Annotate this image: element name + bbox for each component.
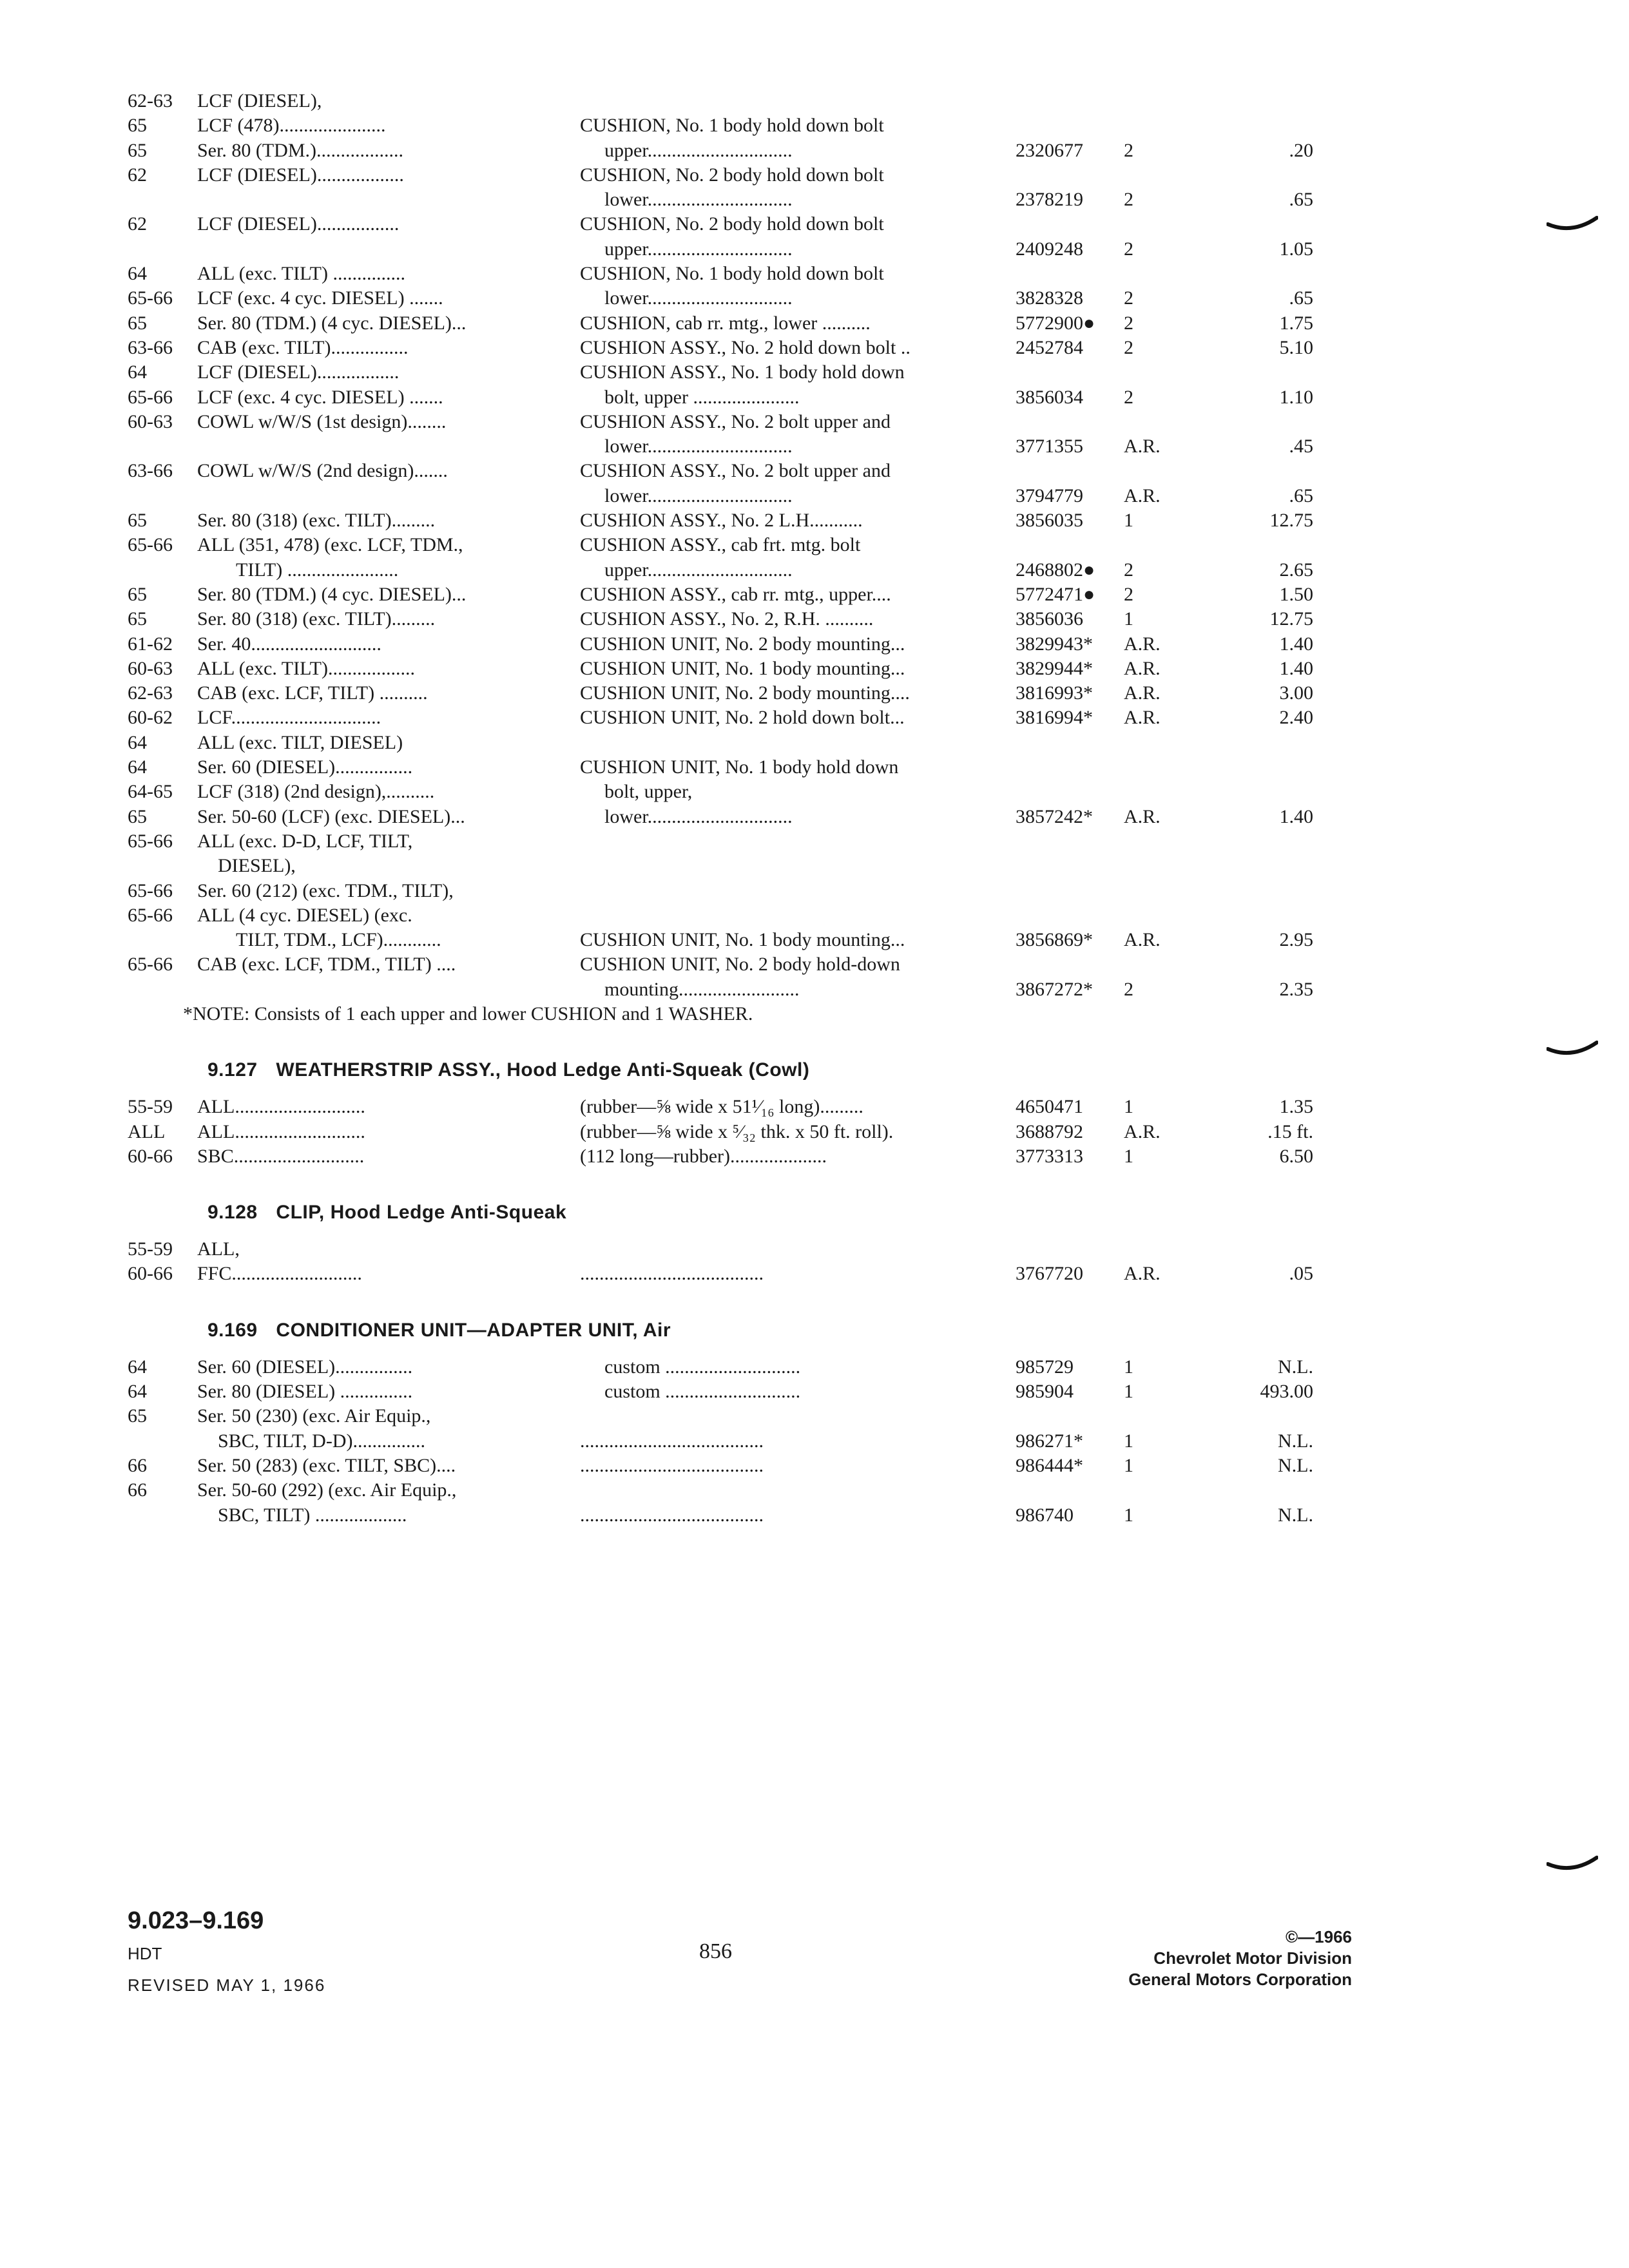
description-cell: CUSHION UNIT, No. 2 body hold-down <box>580 954 900 975</box>
model-cell: LCF (exc. 4 cyc. DIESEL) ....... <box>197 287 443 309</box>
table-row <box>128 780 1339 804</box>
description-cell: CUSHION UNIT, No. 2 body mounting... <box>580 633 905 655</box>
model-cell: ALL........................... <box>197 1120 365 1142</box>
table-row <box>128 212 1339 236</box>
quantity-cell: 1 <box>1124 1504 1133 1526</box>
quantity-cell: 2 <box>1124 312 1133 334</box>
model-cell: LCF............................... <box>197 707 381 729</box>
year-cell: 62 <box>128 164 147 186</box>
price-cell: N.L. <box>1278 1430 1313 1452</box>
quantity-cell: A.R. <box>1124 682 1161 704</box>
model-cell: COWL w/W/S (1st design)........ <box>197 410 447 432</box>
quantity-cell: 2 <box>1124 189 1133 211</box>
section-heading-9-127: 9.127 WEATHERSTRIP ASSY., Hood Ledge Anti-Squeak (Cowl) <box>207 1059 810 1081</box>
price-cell: 12.75 <box>1269 608 1313 630</box>
model-cell: LCF (DIESEL).................. <box>197 164 404 186</box>
model-cell: SBC, TILT) ................... <box>218 1504 407 1526</box>
year-cell: 61-62 <box>128 633 173 655</box>
description-cell: CUSHION UNIT, No. 1 body mounting... <box>580 929 905 951</box>
part-number-cell: 3829944* <box>1016 657 1093 679</box>
description-cell: CUSHION ASSY., No. 1 body hold down <box>580 361 905 383</box>
part-number-cell: 2452784 <box>1016 336 1083 358</box>
year-cell: 60-63 <box>128 657 173 679</box>
year-cell: 64 <box>128 756 147 778</box>
price-cell: 1.50 <box>1279 583 1313 605</box>
description-cell: upper.............................. <box>604 238 793 260</box>
description-cell: CUSHION, No. 2 body hold down bolt <box>580 164 884 186</box>
table-row <box>128 533 1339 557</box>
price-cell: 2.35 <box>1279 978 1313 1000</box>
part-number-cell: 3773313 <box>1016 1145 1083 1167</box>
year-cell: 63-66 <box>128 460 173 482</box>
year-cell: 64 <box>128 1356 147 1378</box>
table-row <box>128 879 1339 903</box>
table-row <box>128 977 1339 1002</box>
description-cell: CUSHION ASSY., No. 2 hold down bolt .. <box>580 336 911 358</box>
price-cell: .65 <box>1289 287 1313 309</box>
footer-corp: General Motors Corporation <box>1128 1970 1352 1989</box>
table-row <box>128 410 1339 434</box>
price-cell: 2.40 <box>1279 707 1313 729</box>
description-cell: CUSHION ASSY., cab frt. mtg. bolt <box>580 534 861 556</box>
description-cell: CUSHION UNIT, No. 1 body mounting... <box>580 657 905 679</box>
table-row <box>128 89 1339 113</box>
part-number-cell: 3688792 <box>1016 1120 1083 1142</box>
description-cell: CUSHION UNIT, No. 2 hold down bolt... <box>580 707 905 729</box>
description-cell: CUSHION, No. 1 body hold down bolt <box>580 115 884 137</box>
model-cell: CAB (exc. TILT)................ <box>197 336 409 358</box>
table-row <box>128 657 1339 681</box>
year-cell: 65-66 <box>128 879 173 901</box>
quantity-cell: A.R. <box>1124 485 1161 506</box>
price-cell: .65 <box>1289 189 1313 211</box>
description-cell: upper.............................. <box>604 559 793 581</box>
part-number-cell: 2409248 <box>1016 238 1083 260</box>
model-cell: Ser. 80 (TDM.).................. <box>197 139 403 161</box>
part-number-cell: 985729 <box>1016 1356 1074 1378</box>
year-cell: 65-66 <box>128 287 173 309</box>
page-number: 856 <box>699 1939 732 1963</box>
model-cell: Ser. 50-60 (292) (exc. Air Equip., <box>197 1479 457 1501</box>
footer-copyright: ©—1966 <box>1286 1927 1352 1946</box>
table-row <box>128 1404 1339 1428</box>
description-cell: bolt, upper, <box>604 781 693 803</box>
table-row <box>128 1237 1339 1262</box>
description-cell: CUSHION, cab rr. mtg., lower .......... <box>580 312 871 334</box>
model-cell: ALL (exc. TILT).................. <box>197 657 415 679</box>
model-cell: LCF (318) (2nd design),.......... <box>197 781 435 803</box>
model-cell: Ser. 60 (DIESEL)................ <box>197 756 413 778</box>
description-cell: ...................................... <box>580 1454 764 1476</box>
price-cell: 3.00 <box>1279 682 1313 704</box>
part-number-cell: 5772900● <box>1016 312 1095 334</box>
year-cell: 64-65 <box>128 781 173 803</box>
description-cell: CUSHION ASSY., No. 2 bolt upper and <box>580 460 891 482</box>
table-row <box>128 1478 1339 1503</box>
year-cell: 64 <box>128 1381 147 1403</box>
binder-mark-icon <box>1547 213 1598 238</box>
description-cell: CUSHION ASSY., No. 2 bolt upper and <box>580 410 891 432</box>
table-row <box>128 262 1339 286</box>
quantity-cell: A.R. <box>1124 657 1161 679</box>
year-cell: 65 <box>128 139 147 161</box>
model-cell: Ser. 40........................... <box>197 633 381 655</box>
table-row <box>128 459 1339 483</box>
part-number-cell: 986271* <box>1016 1430 1083 1452</box>
year-cell: 66 <box>128 1454 147 1476</box>
quantity-cell: 2 <box>1124 238 1133 260</box>
price-cell: 2.65 <box>1279 559 1313 581</box>
description-cell: custom ............................ <box>604 1381 801 1403</box>
quantity-cell: 1 <box>1124 1356 1133 1378</box>
quantity-cell: 1 <box>1124 1381 1133 1403</box>
price-cell: N.L. <box>1278 1356 1313 1378</box>
price-cell: 1.35 <box>1279 1096 1313 1118</box>
year-cell: 65-66 <box>128 534 173 556</box>
cushion-rows <box>128 89 1339 1002</box>
table-row <box>128 360 1339 385</box>
price-cell: 6.50 <box>1279 1145 1313 1167</box>
description-cell: custom ............................ <box>604 1356 801 1378</box>
table-row <box>128 139 1339 163</box>
part-number-cell: 3794779 <box>1016 485 1083 506</box>
table-row <box>128 187 1339 212</box>
part-number-cell: 3816994* <box>1016 707 1093 729</box>
table-row <box>128 1429 1339 1454</box>
model-cell: Ser. 60 (DIESEL)................ <box>197 1356 413 1378</box>
table-row <box>128 434 1339 459</box>
description-cell: lower.............................. <box>604 189 793 211</box>
price-cell: 1.40 <box>1279 633 1313 655</box>
table-row <box>128 311 1339 336</box>
table-row <box>128 805 1339 829</box>
quantity-cell: 1 <box>1124 608 1133 630</box>
description-cell: ...................................... <box>580 1504 764 1526</box>
year-cell: 65 <box>128 312 147 334</box>
table-row <box>128 1120 1339 1144</box>
year-cell: 55-59 <box>128 1238 173 1260</box>
price-cell: 1.40 <box>1279 657 1313 679</box>
table-row <box>128 1503 1339 1528</box>
year-cell: 55-59 <box>128 1096 173 1118</box>
description-cell: CUSHION ASSY., No. 2 L.H........... <box>580 510 863 532</box>
model-cell: ALL (exc. TILT, DIESEL) <box>197 731 403 753</box>
table-row <box>128 582 1339 607</box>
table-row <box>128 1379 1339 1404</box>
description-cell: lower.............................. <box>604 485 793 506</box>
description-cell: (112 long—rubber).................... <box>580 1145 827 1167</box>
year-cell: ALL <box>128 1120 166 1142</box>
quantity-cell: 2 <box>1124 559 1133 581</box>
table-row <box>128 1355 1339 1379</box>
description-cell: upper.............................. <box>604 139 793 161</box>
table-row <box>128 336 1339 360</box>
model-cell: COWL w/W/S (2nd design)....... <box>197 460 448 482</box>
part-number-cell: 4650471 <box>1016 1096 1083 1118</box>
year-cell: 64 <box>128 361 147 383</box>
model-cell: ALL (351, 478) (exc. LCF, TDM., <box>197 534 463 556</box>
description-cell: CUSHION UNIT, No. 1 body hold down <box>580 756 899 778</box>
quantity-cell: 2 <box>1124 386 1133 408</box>
table-row <box>128 163 1339 187</box>
description-cell: ...................................... <box>580 1430 764 1452</box>
footer-right <box>1128 1927 1352 1990</box>
year-cell: 60-66 <box>128 1263 173 1285</box>
quantity-cell: A.R. <box>1124 707 1161 729</box>
model-cell: Ser. 80 (DIESEL) ............... <box>197 1381 413 1403</box>
quantity-cell: 1 <box>1124 1454 1133 1476</box>
price-cell: 5.10 <box>1279 336 1313 358</box>
table-row <box>128 558 1339 582</box>
model-cell: Ser. 80 (318) (exc. TILT)......... <box>197 608 436 630</box>
description-cell: lower.............................. <box>604 436 793 457</box>
quantity-cell: A.R. <box>1124 1120 1161 1142</box>
year-cell: 65 <box>128 510 147 532</box>
model-cell: ALL (exc. D-D, LCF, TILT, <box>197 830 413 852</box>
price-cell: .45 <box>1289 436 1313 457</box>
model-cell: LCF (478)...................... <box>197 115 386 137</box>
table-row <box>128 952 1339 977</box>
model-cell: ALL, <box>197 1238 240 1260</box>
part-number-cell: 3828328 <box>1016 287 1083 309</box>
quantity-cell: A.R. <box>1124 436 1161 457</box>
model-cell: TILT, TDM., LCF)............ <box>236 929 441 951</box>
part-number-cell: 3767720 <box>1016 1263 1083 1285</box>
price-cell: N.L. <box>1278 1454 1313 1476</box>
price-cell: 1.05 <box>1279 238 1313 260</box>
table-row <box>128 286 1339 311</box>
part-number-cell: 2468802● <box>1016 559 1095 581</box>
model-cell: FFC........................... <box>197 1263 362 1285</box>
price-cell: .20 <box>1289 139 1313 161</box>
table-row <box>128 385 1339 410</box>
year-cell: 65-66 <box>128 830 173 852</box>
description-cell: CUSHION UNIT, No. 2 body mounting.... <box>580 682 910 704</box>
model-cell: Ser. 50-60 (LCF) (exc. DIESEL)... <box>197 805 465 827</box>
price-cell: 1.10 <box>1279 386 1313 408</box>
model-cell: LCF (DIESEL)................. <box>197 361 400 383</box>
part-number-cell: 3856036 <box>1016 608 1083 630</box>
table-row <box>128 755 1339 780</box>
description-cell: bolt, upper ...................... <box>604 386 800 408</box>
price-cell: 1.75 <box>1279 312 1313 334</box>
quantity-cell: 2 <box>1124 978 1133 1000</box>
model-cell: ALL........................... <box>197 1096 365 1118</box>
year-cell: 65 <box>128 583 147 605</box>
year-cell: 64 <box>128 263 147 285</box>
description-cell: lower.............................. <box>604 805 793 827</box>
price-cell: .15 ft. <box>1268 1120 1313 1142</box>
table-row <box>128 632 1339 657</box>
model-cell: ALL (4 cyc. DIESEL) (exc. <box>197 904 412 926</box>
model-cell: ALL (exc. TILT) ............... <box>197 263 405 285</box>
section-heading-9-128: 9.128 CLIP, Hood Ledge Anti-Squeak <box>207 1202 567 1224</box>
year-cell: 65-66 <box>128 954 173 975</box>
price-cell: 1.40 <box>1279 805 1313 827</box>
table-row <box>128 854 1339 878</box>
quantity-cell: A.R. <box>1124 1263 1161 1285</box>
table-row <box>128 903 1339 928</box>
part-number-cell: 986740 <box>1016 1504 1074 1526</box>
price-cell: .65 <box>1289 485 1313 506</box>
year-cell: 65 <box>128 608 147 630</box>
year-cell: 65 <box>128 1405 147 1427</box>
year-cell: 60-63 <box>128 410 173 432</box>
part-number-cell: 5772471● <box>1016 583 1095 605</box>
table-row <box>128 607 1339 631</box>
footnote: *NOTE: Consists of 1 each upper and lower CUSHION and 1 WASHER. <box>183 1003 753 1024</box>
part-number-cell: 3867272* <box>1016 978 1093 1000</box>
part-number-cell: 3856034 <box>1016 386 1083 408</box>
model-cell: Ser. 80 (TDM.) (4 cyc. DIESEL)... <box>197 312 467 334</box>
description-cell: (rubber—⅝ wide x 51¹⁄₁₆ long)......... <box>580 1096 863 1118</box>
year-cell: 65 <box>128 805 147 827</box>
part-number-cell: 3856869* <box>1016 929 1093 951</box>
section-heading-9-169: 9.169 CONDITIONER UNIT—ADAPTER UNIT, Air <box>207 1319 671 1341</box>
clip-rows <box>128 1237 1339 1287</box>
year-cell: 65-66 <box>128 386 173 408</box>
quantity-cell: 1 <box>1124 1096 1133 1118</box>
quantity-cell: 2 <box>1124 139 1133 161</box>
model-cell: Ser. 80 (318) (exc. TILT)......... <box>197 510 436 532</box>
part-number-cell: 986444* <box>1016 1454 1083 1476</box>
footer-code: HDT <box>128 1944 162 1963</box>
model-cell: SBC........................... <box>197 1145 365 1167</box>
table-row <box>128 829 1339 854</box>
quantity-cell: 1 <box>1124 1145 1133 1167</box>
table-row <box>128 237 1339 262</box>
model-cell: LCF (DIESEL)................. <box>197 213 400 235</box>
table-row <box>128 731 1339 755</box>
model-cell: Ser. 60 (212) (exc. TDM., TILT), <box>197 879 454 901</box>
model-cell: DIESEL), <box>218 855 296 877</box>
footer-revised: REVISED MAY 1, 1966 <box>128 1975 326 1995</box>
table-row <box>128 1095 1339 1119</box>
model-cell: LCF (DIESEL), <box>197 90 322 111</box>
description-cell: CUSHION ASSY., cab rr. mtg., upper.... <box>580 583 891 605</box>
model-cell: Ser. 50 (230) (exc. Air Equip., <box>197 1405 431 1427</box>
description-cell: CUSHION, No. 2 body hold down bolt <box>580 213 884 235</box>
footer-left <box>128 1907 325 1995</box>
table-row <box>128 508 1339 533</box>
year-cell: 64 <box>128 731 147 753</box>
model-cell: Ser. 80 (TDM.) (4 cyc. DIESEL)... <box>197 583 467 605</box>
part-number-cell: 2320677 <box>1016 139 1083 161</box>
part-number-cell: 3829943* <box>1016 633 1093 655</box>
table-row <box>128 1454 1339 1478</box>
parts-listing <box>128 89 1339 1528</box>
table-row <box>128 706 1339 730</box>
part-number-cell: 2378219 <box>1016 189 1083 211</box>
price-cell: 493.00 <box>1260 1381 1313 1403</box>
model-cell: LCF (exc. 4 cyc. DIESEL) ....... <box>197 386 443 408</box>
table-row <box>128 1144 1339 1169</box>
quantity-cell: 1 <box>1124 510 1133 532</box>
year-cell: 66 <box>128 1479 147 1501</box>
weatherstrip-rows <box>128 1095 1339 1169</box>
table-row <box>128 1262 1339 1286</box>
conditioner-rows <box>128 1355 1339 1528</box>
part-number-cell: 3857242* <box>1016 805 1093 827</box>
year-cell: 60-66 <box>128 1145 173 1167</box>
table-row <box>128 484 1339 508</box>
footer-section-range: 9.023–9.169 <box>128 1907 264 1934</box>
footer-division: Chevrolet Motor Division <box>1153 1948 1352 1968</box>
description-cell: CUSHION, No. 1 body hold down bolt <box>580 263 884 285</box>
model-cell: Ser. 50 (283) (exc. TILT, SBC).... <box>197 1454 456 1476</box>
quantity-cell: 2 <box>1124 583 1133 605</box>
part-number-cell: 985904 <box>1016 1381 1074 1403</box>
table-row <box>128 681 1339 706</box>
description-cell: CUSHION ASSY., No. 2, R.H. .......... <box>580 608 874 630</box>
quantity-cell: A.R. <box>1124 929 1161 951</box>
year-cell: 62-63 <box>128 682 173 704</box>
model-cell: CAB (exc. LCF, TDM., TILT) .... <box>197 954 456 975</box>
binder-mark-icon <box>1547 1037 1598 1063</box>
quantity-cell: A.R. <box>1124 805 1161 827</box>
quantity-cell: 1 <box>1124 1430 1133 1452</box>
table-row <box>128 928 1339 952</box>
price-cell: .05 <box>1289 1263 1313 1285</box>
year-cell: 63-66 <box>128 336 173 358</box>
description-cell: (rubber—⅝ wide x ⁵⁄₃₂ thk. x 50 ft. roll). <box>580 1120 894 1142</box>
year-cell: 62 <box>128 213 147 235</box>
year-cell: 65-66 <box>128 904 173 926</box>
quantity-cell: 2 <box>1124 287 1133 309</box>
year-cell: 62-63 <box>128 90 173 111</box>
year-cell: 60-62 <box>128 707 173 729</box>
binder-mark-icon <box>1547 1852 1598 1878</box>
year-cell: 65 <box>128 115 147 137</box>
quantity-cell: 2 <box>1124 336 1133 358</box>
description-cell: lower.............................. <box>604 287 793 309</box>
table-row <box>128 113 1339 138</box>
description-cell: mounting......................... <box>604 978 800 1000</box>
model-cell: CAB (exc. LCF, TILT) .......... <box>197 682 428 704</box>
price-cell: 12.75 <box>1269 510 1313 532</box>
description-cell: ...................................... <box>580 1263 764 1285</box>
quantity-cell: A.R. <box>1124 633 1161 655</box>
part-number-cell: 3816993* <box>1016 682 1093 704</box>
price-cell: 2.95 <box>1279 929 1313 951</box>
model-cell: TILT) ....................... <box>236 559 399 581</box>
part-number-cell: 3856035 <box>1016 510 1083 532</box>
part-number-cell: 3771355 <box>1016 436 1083 457</box>
model-cell: SBC, TILT, D-D)............... <box>218 1430 425 1452</box>
price-cell: N.L. <box>1278 1504 1313 1526</box>
